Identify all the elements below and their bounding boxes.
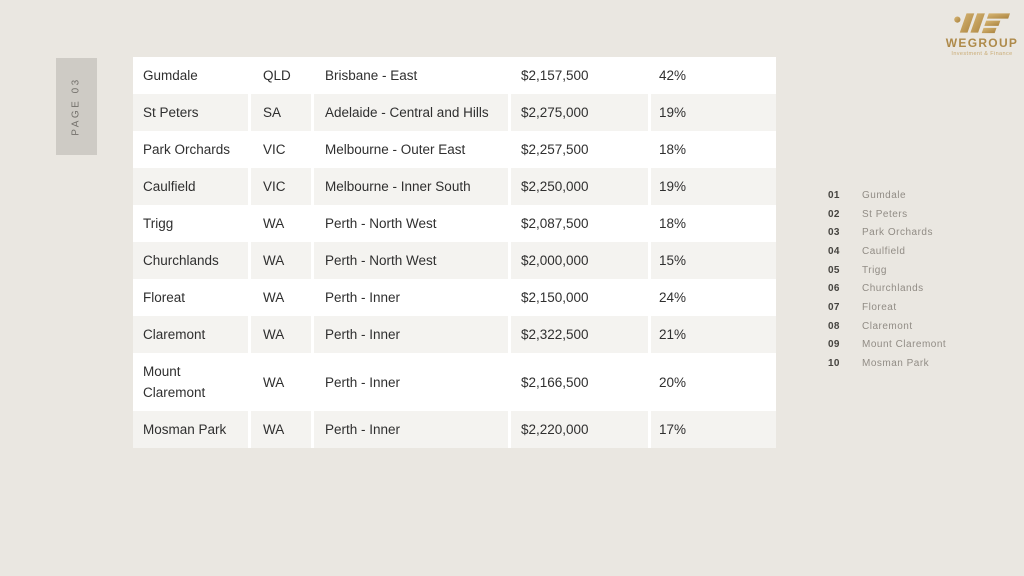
cell-state-text: WA bbox=[263, 290, 285, 305]
cell-state bbox=[248, 205, 311, 242]
cell-region bbox=[311, 242, 508, 279]
cell-price bbox=[508, 353, 648, 411]
cell-price-text: $2,166,500 bbox=[521, 374, 589, 390]
cell-suburb-text: Caulfield bbox=[143, 179, 196, 194]
cell-region bbox=[311, 205, 508, 242]
table-row bbox=[133, 205, 776, 242]
cell-price-text: $2,250,000 bbox=[521, 179, 589, 194]
legend-item-name: St Peters bbox=[862, 208, 908, 220]
legend-item bbox=[828, 242, 946, 261]
cell-suburb bbox=[133, 131, 248, 168]
cell-state bbox=[248, 316, 311, 353]
cell-price-text: $2,322,500 bbox=[521, 327, 589, 342]
cell-state-text: WA bbox=[263, 422, 285, 437]
legend-item bbox=[828, 354, 946, 373]
legend-item-number: 05 bbox=[828, 264, 840, 276]
legend-item-name: Trigg bbox=[862, 264, 887, 276]
legend-item bbox=[828, 317, 946, 336]
cell-region bbox=[311, 131, 508, 168]
table-row bbox=[133, 316, 776, 353]
cell-state bbox=[248, 279, 311, 316]
wegroup-logo bbox=[944, 12, 1020, 57]
cell-suburb bbox=[133, 94, 248, 131]
cell-state-text: VIC bbox=[263, 179, 286, 194]
cell-suburb-text: Floreat bbox=[143, 290, 186, 305]
legend-item-number: 04 bbox=[828, 245, 840, 257]
legend-item-name: Claremont bbox=[862, 320, 913, 332]
legend-item bbox=[828, 261, 946, 280]
legend-item bbox=[828, 298, 946, 317]
cell-state-text: WA bbox=[263, 374, 285, 390]
cell-price-text: $2,157,500 bbox=[521, 68, 589, 83]
table-row bbox=[133, 57, 776, 94]
cell-region-text: Brisbane - East bbox=[325, 68, 418, 83]
cell-state bbox=[248, 168, 311, 205]
cell-price-text: $2,150,000 bbox=[521, 290, 589, 305]
cell-suburb-text: Park Orchards bbox=[143, 142, 231, 157]
legend-item-number: 08 bbox=[828, 320, 840, 332]
cell-percent-text: 42% bbox=[659, 68, 687, 83]
table-row bbox=[133, 411, 776, 448]
cell-price bbox=[508, 168, 648, 205]
cell-percent bbox=[648, 94, 776, 131]
cell-state-text: WA bbox=[263, 216, 285, 231]
legend-item-number: 03 bbox=[828, 227, 840, 239]
cell-region-text: Perth - Inner bbox=[325, 327, 401, 342]
cell-state bbox=[248, 94, 311, 131]
legend-item-number: 09 bbox=[828, 339, 840, 351]
cell-percent bbox=[648, 168, 776, 205]
legend-item-number: 10 bbox=[828, 358, 840, 370]
cell-percent bbox=[648, 131, 776, 168]
table-row bbox=[133, 131, 776, 168]
cell-region bbox=[311, 411, 508, 448]
cell-price bbox=[508, 279, 648, 316]
cell-percent-text: 19% bbox=[659, 179, 687, 194]
cell-region-text: Perth - North West bbox=[325, 253, 437, 268]
table-row bbox=[133, 168, 776, 205]
suburb-legend bbox=[828, 186, 946, 373]
legend-item bbox=[828, 186, 946, 205]
table-row bbox=[133, 94, 776, 131]
wegroup-logo-tagline: Investment & Finance bbox=[951, 51, 1013, 57]
cell-suburb-text: Churchlands bbox=[143, 253, 219, 268]
legend-item bbox=[828, 223, 946, 242]
cell-region bbox=[311, 94, 508, 131]
cell-suburb bbox=[133, 316, 248, 353]
cell-percent-text: 24% bbox=[659, 290, 687, 305]
wegroup-logo-text: WEGROUP bbox=[945, 36, 1019, 50]
cell-percent bbox=[648, 57, 776, 94]
legend-item-number: 06 bbox=[828, 283, 840, 295]
cell-region-text: Perth - Inner bbox=[325, 422, 401, 437]
cell-price-text: $2,220,000 bbox=[521, 422, 589, 437]
cell-suburb-text: Mount Claremont bbox=[143, 364, 206, 400]
cell-state bbox=[248, 353, 311, 411]
cell-price bbox=[508, 131, 648, 168]
cell-percent-text: 21% bbox=[659, 327, 687, 342]
cell-state bbox=[248, 131, 311, 168]
cell-percent bbox=[648, 316, 776, 353]
cell-region-text: Perth - Inner bbox=[325, 374, 401, 390]
suburb-table bbox=[133, 57, 776, 448]
table-row bbox=[133, 279, 776, 316]
cell-state bbox=[248, 242, 311, 279]
cell-suburb bbox=[133, 411, 248, 448]
cell-price bbox=[508, 205, 648, 242]
legend-item-name: Mount Claremont bbox=[862, 339, 947, 351]
cell-price bbox=[508, 316, 648, 353]
cell-price-text: $2,257,500 bbox=[521, 142, 589, 157]
cell-region-text: Adelaide - Central and Hills bbox=[325, 105, 489, 120]
cell-state-text: WA bbox=[263, 327, 285, 342]
cell-state bbox=[248, 57, 311, 94]
legend-item-name: Caulfield bbox=[862, 245, 906, 257]
cell-percent bbox=[648, 205, 776, 242]
cell-state-text: VIC bbox=[263, 142, 286, 157]
cell-suburb-text: Claremont bbox=[143, 327, 206, 342]
legend-item-name: Park Orchards bbox=[862, 227, 933, 239]
legend-item-name: Churchlands bbox=[862, 283, 924, 295]
cell-price bbox=[508, 411, 648, 448]
cell-percent-text: 15% bbox=[659, 253, 687, 268]
cell-percent bbox=[648, 411, 776, 448]
cell-price bbox=[508, 57, 648, 94]
cell-state-text: QLD bbox=[263, 68, 291, 83]
cell-region bbox=[311, 279, 508, 316]
legend-item-name: Gumdale bbox=[862, 189, 907, 201]
cell-region-text: Perth - Inner bbox=[325, 290, 401, 305]
cell-suburb bbox=[133, 168, 248, 205]
cell-state-text: SA bbox=[263, 105, 282, 120]
cell-percent-text: 20% bbox=[659, 374, 687, 390]
cell-suburb-text: St Peters bbox=[143, 105, 199, 120]
cell-suburb-text: Mosman Park bbox=[143, 422, 227, 437]
table-row bbox=[133, 353, 776, 411]
cell-region bbox=[311, 353, 508, 411]
cell-percent bbox=[648, 279, 776, 316]
legend-item bbox=[828, 336, 946, 355]
table-row bbox=[133, 242, 776, 279]
cell-percent-text: 18% bbox=[659, 142, 687, 157]
cell-state bbox=[248, 411, 311, 448]
cell-price bbox=[508, 94, 648, 131]
page-number-label: PAGE 03 bbox=[71, 77, 83, 136]
cell-state-text: WA bbox=[263, 253, 285, 268]
page-number-badge bbox=[56, 58, 97, 155]
cell-percent bbox=[648, 242, 776, 279]
wegroup-logo-icon bbox=[953, 12, 1011, 34]
cell-region bbox=[311, 57, 508, 94]
legend-item-number: 02 bbox=[828, 208, 840, 220]
cell-price bbox=[508, 242, 648, 279]
legend-item-number: 07 bbox=[828, 301, 840, 313]
cell-price-text: $2,275,000 bbox=[521, 105, 589, 120]
legend-item-name: Floreat bbox=[862, 301, 897, 313]
cell-suburb-text: Trigg bbox=[143, 216, 174, 231]
cell-suburb bbox=[133, 205, 248, 242]
cell-percent-text: 17% bbox=[659, 422, 687, 437]
cell-suburb bbox=[133, 279, 248, 316]
cell-suburb bbox=[133, 57, 248, 94]
cell-suburb bbox=[133, 242, 248, 279]
cell-percent-text: 18% bbox=[659, 216, 687, 231]
legend-item-name: Mosman Park bbox=[862, 358, 930, 370]
cell-region-text: Melbourne - Outer East bbox=[325, 142, 466, 157]
legend-item-number: 01 bbox=[828, 189, 840, 201]
legend-item bbox=[828, 279, 946, 298]
cell-percent-text: 19% bbox=[659, 105, 687, 120]
cell-region-text: Melbourne - Inner South bbox=[325, 179, 471, 194]
cell-price-text: $2,087,500 bbox=[521, 216, 589, 231]
cell-percent bbox=[648, 353, 776, 411]
cell-region bbox=[311, 316, 508, 353]
cell-region bbox=[311, 168, 508, 205]
cell-suburb-text: Gumdale bbox=[143, 68, 198, 83]
cell-suburb bbox=[133, 353, 248, 411]
cell-region-text: Perth - North West bbox=[325, 216, 437, 231]
cell-price-text: $2,000,000 bbox=[521, 253, 589, 268]
legend-item bbox=[828, 205, 946, 224]
